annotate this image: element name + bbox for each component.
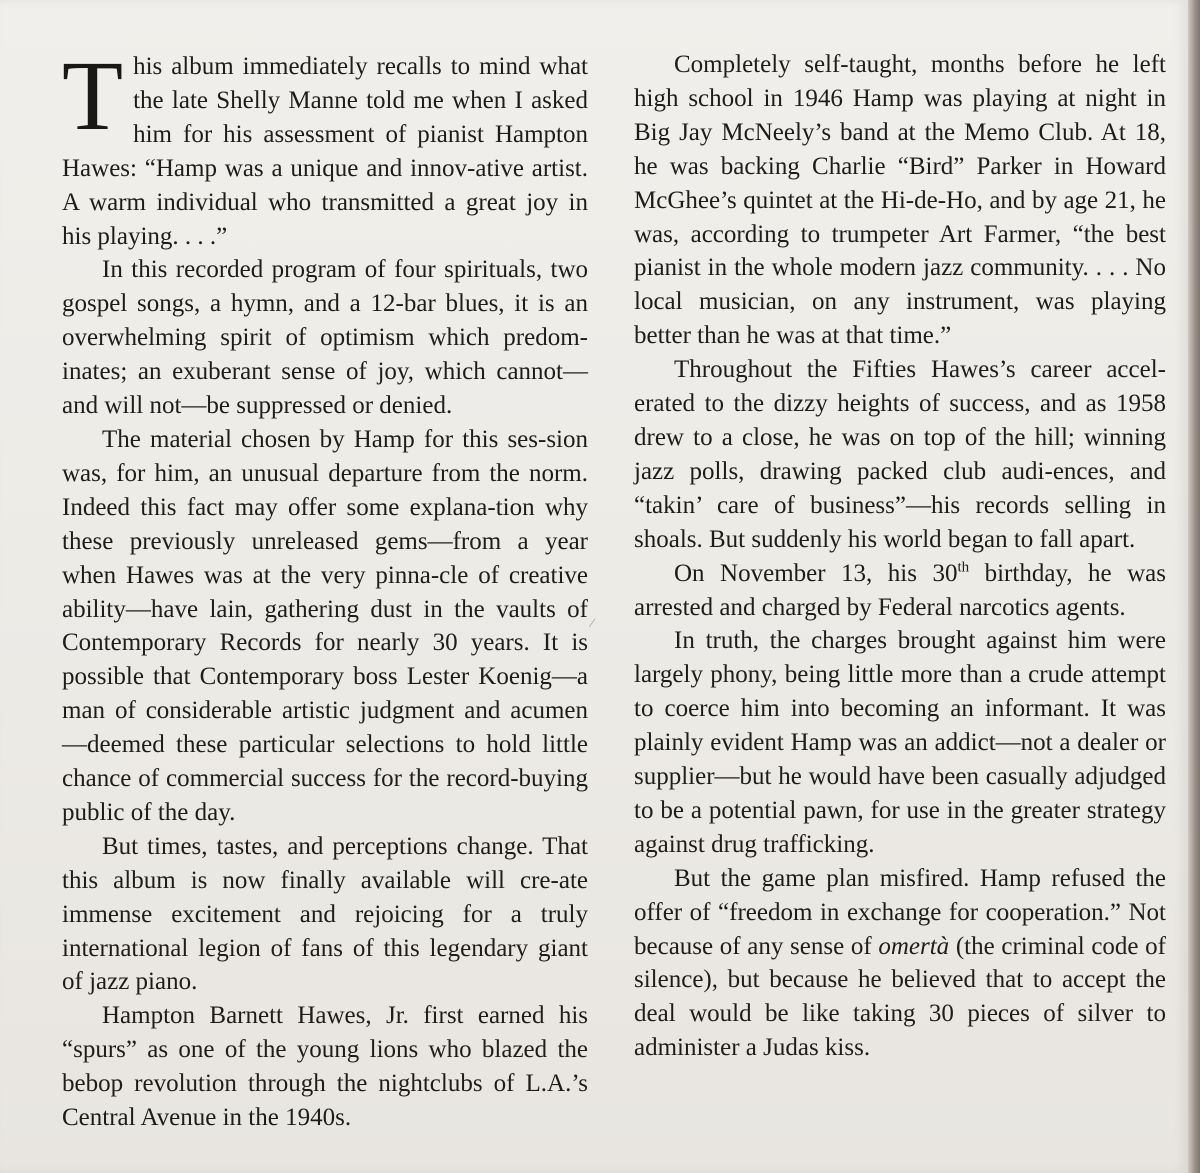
paragraph-1-text: his album immediately recalls to mind what the late Shelly Manne told me when I asked him for his assessment of pianist Hampton Hawes: “Hamp was a unique and innov-ative artist. A warm individual who transmitted a great joy in his playing. . . .” bbox=[62, 53, 588, 250]
paragraph-5: Hampton Barnett Hawes, Jr. first earned his “spurs” as one of the young lions who blazed the bebop revolution through the nightclubs of L.A.’s Central Avenue in the 1940s. bbox=[62, 1002, 588, 1132]
paragraph-10-start: But the game plan misfired. Hamp refused the offer of “freedom in exchange for cooperation.” Not because of any sense of bbox=[634, 864, 1166, 960]
paragraph-8-end: birthday, he was arrested and charged by Federal narcotics agents. bbox=[634, 559, 1166, 621]
paragraph-8-start: On November 13, his 30 bbox=[674, 559, 958, 587]
paragraph-1 bbox=[62, 40, 588, 253]
paragraph-10 bbox=[634, 862, 1166, 1065]
paragraph-10-end: (the criminal code of silence), but because he believed that to accept the deal would be like taking 30 pieces of silver to administer a Judas kiss. bbox=[634, 932, 1166, 1062]
drop-cap: T bbox=[62, 40, 124, 151]
italic-term: omertà bbox=[878, 932, 950, 960]
right-column bbox=[634, 48, 1166, 1065]
paragraph-6: Completely self-taught, months before he left high school in 1946 Hamp was playing at night in Big Jay McNeely’s band at the Memo Club. At 18, he was backing Charlie “Bird” Parker in Howard McGhee’s quintet at the Hi-de-Ho, and by age 21, he was, according to trumpeter Art Farmer, “the best pianist in the whole modern jazz community. . . . No local musician, on any instrument, was playing better than he was at that time.” bbox=[634, 51, 1166, 350]
paragraph-7: Throughout the Fifties Hawes’s career accel-erated to the dizzy heights of success, and as 1958 drew to a close, he was on top of the hill; winning jazz polls, drawing packed club audi-ences, and “takin’ care of business”—his records selling in shoals. But suddenly his world began to fall apart. bbox=[634, 356, 1166, 553]
paragraph-4: But times, tastes, and perceptions change. That this album is now finally available will cre-ate immense excitement and rejoicing for a truly international legion of fans of this legendary giant of jazz piano. bbox=[62, 832, 588, 996]
paragraph-8 bbox=[634, 557, 1166, 625]
paragraph-3: The material chosen by Hamp for this ses-sion was, for him, an unusual departure from the norm. Indeed this fact may offer some explana-tion why these previously unreleased gems—from a year when Hawes was at the very pinna-cle of creative ability—have lain, gathering dust in the vaults of Contemporary Records for nearly 30 years. It is possible that Contemporary boss Lester Koenig—a man of considerable artistic judgment and acumen—deemed these particular selections to hold little chance of commercial success for the record-buying public of the day. bbox=[62, 425, 588, 826]
booklet-edge bbox=[1188, 0, 1200, 1173]
left-column bbox=[62, 40, 588, 1135]
ordinal-suffix: th bbox=[957, 559, 970, 576]
paragraph-2: In this recorded program of four spirituals, two gospel songs, a hymn, and a 12-bar blues, it is an overwhelming spirit of optimism which predom-inates; an exuberant sense of joy, which cannot—and will not—be suppressed or denied. bbox=[62, 256, 588, 420]
crease-mark bbox=[589, 618, 602, 631]
paragraph-9: In truth, the charges brought against him were largely phony, being little more than a crude attempt to coerce him into becoming an informant. It was plainly evident Hamp was an addict—not a dealer or supplier—but he would have been casually adjudged to be a potential pawn, for use in the greater strategy against drug trafficking. bbox=[634, 627, 1166, 858]
